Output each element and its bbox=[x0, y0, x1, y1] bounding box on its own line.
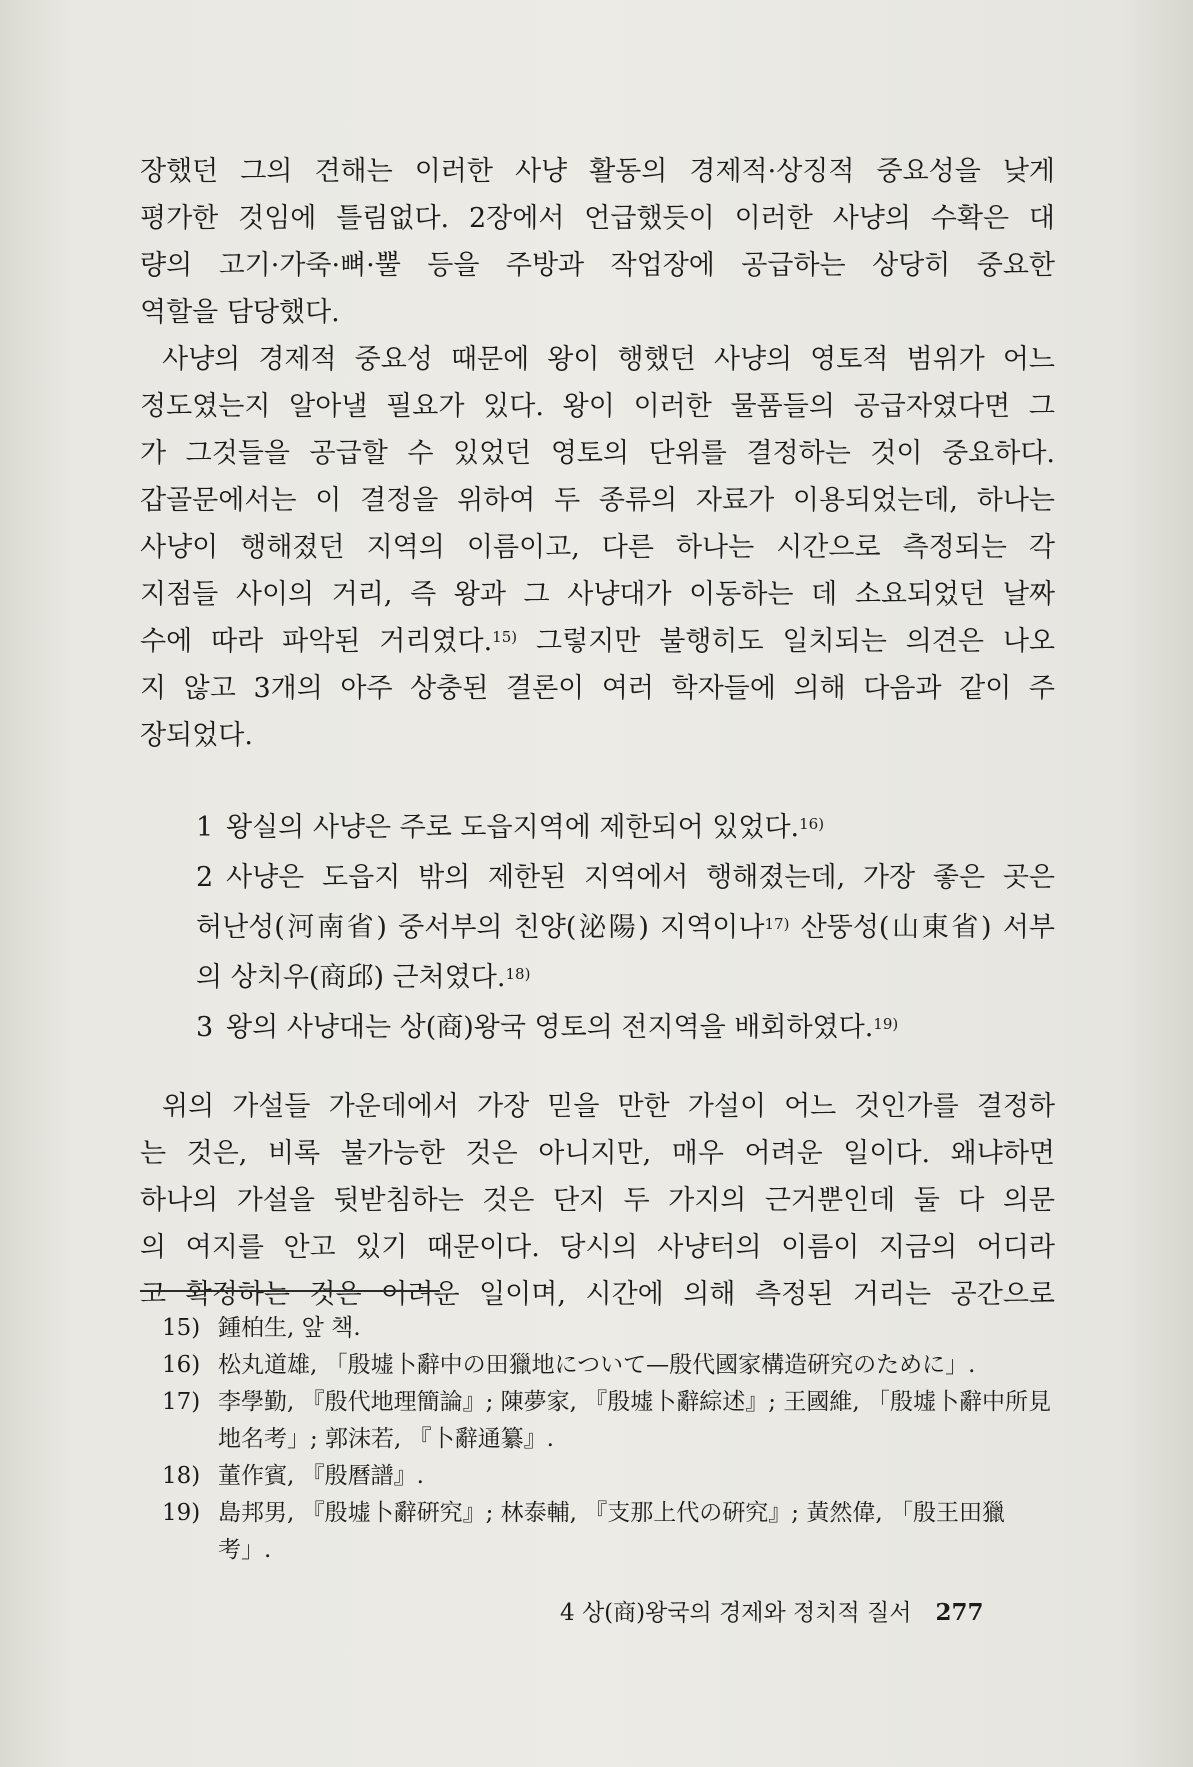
footnote-text: 董作賓, 『殷曆譜』. bbox=[218, 1463, 424, 1489]
footnotes bbox=[140, 1290, 1055, 1569]
list-line bbox=[196, 953, 1055, 1003]
footnote-17 bbox=[140, 1384, 1055, 1458]
text-line: 는 것은, 비록 불가능한 것은 아니지만, 매우 어려운 일이다. 왜냐하면 bbox=[140, 1138, 1055, 1169]
text-line: 평가한 것임에 틀림없다. 2장에서 언급했듯이 이러한 사냥의 수확은 대 bbox=[140, 203, 1055, 234]
text-line: 위의 가설들 가운데에서 가장 믿을 만한 가설이 어느 것인가를 결정하 bbox=[162, 1091, 1055, 1122]
text-line: 고 확정하는 것은 어려운 일이며, 시간에 의해 측정된 거리는 공간으로 bbox=[140, 1279, 1055, 1310]
list-line bbox=[196, 903, 1055, 953]
text-line: 지점들 사이의 거리, 즉 왕과 그 사냥대가 이동하는 데 소요되었던 날짜 bbox=[140, 579, 1055, 610]
footnote-ref-17: 17) bbox=[764, 915, 790, 933]
list-line bbox=[196, 853, 1055, 903]
list-item bbox=[196, 853, 1055, 1003]
text-line: 지 않고 3개의 아주 상충된 결론이 여러 학자들에 의해 다음과 같이 주 bbox=[140, 673, 1055, 704]
text-line: 장되었다. bbox=[140, 720, 253, 751]
hypothesis-list bbox=[140, 803, 1055, 1053]
footnote-text: 松丸道雄, 「殷墟卜辭中の田獵地について—殷代國家構造硏究のために」. bbox=[218, 1352, 976, 1378]
list-number: 1 bbox=[196, 812, 214, 843]
text-line: 하나의 가설을 뒷받침하는 것은 단지 두 가지의 근거뿐인데 둘 다 의문 bbox=[140, 1185, 1055, 1216]
footnote-number: 19) bbox=[162, 1500, 201, 1526]
text-line: 갑골문에서는 이 결정을 위하여 두 종류의 자료가 이용되었는데, 하나는 bbox=[140, 485, 1055, 516]
footnote-number: 18) bbox=[162, 1463, 201, 1489]
running-footer bbox=[560, 1594, 983, 1627]
main-text bbox=[140, 148, 1055, 1318]
footnote-16 bbox=[140, 1347, 1055, 1384]
footnote-15 bbox=[140, 1310, 1055, 1347]
list-text: 왕의 사냥대는 상(商)왕국 영토의 전지역을 배회하였다. bbox=[226, 1012, 874, 1043]
footnote-number: 16) bbox=[162, 1352, 201, 1378]
text-line: 의 여지를 안고 있기 때문이다. 당시의 사냥터의 이름이 지금의 어디라 bbox=[140, 1232, 1055, 1263]
footnote-text: 鍾柏生, 앞 책. bbox=[218, 1315, 361, 1341]
list-number: 2 bbox=[196, 862, 214, 893]
footnote-ref-18: 18) bbox=[505, 965, 531, 983]
footnote-18 bbox=[140, 1458, 1055, 1495]
footnote-19 bbox=[140, 1495, 1055, 1569]
paragraph-1 bbox=[140, 148, 1055, 336]
paragraph-3 bbox=[140, 1083, 1055, 1318]
paragraph-2 bbox=[140, 336, 1055, 759]
list-text: 산뚱성(山東省) 서부 bbox=[789, 912, 1055, 943]
text-line: 사냥이 행해졌던 지역의 이름이고, 다른 하나는 시간으로 측정되는 각 bbox=[140, 532, 1055, 563]
footnote-ref-15: 15) bbox=[492, 628, 518, 646]
list-item bbox=[196, 803, 1055, 853]
list-text: 왕실의 사냥은 주로 도읍지역에 제한되어 있었다. bbox=[226, 812, 800, 843]
text-fragment: 수에 따라 파악된 거리였다. bbox=[140, 626, 493, 657]
footnote-number: 15) bbox=[162, 1315, 201, 1341]
text-line: 가 그것들을 공급할 수 있었던 영토의 단위를 결정하는 것이 중요하다. bbox=[140, 438, 1055, 469]
chapter-title: 4 상(商)왕국의 경제와 정치적 질서 bbox=[560, 1600, 912, 1626]
text-fragment: 그렇지만 불행히도 일치되는 의견은 나오 bbox=[536, 626, 1055, 657]
list-text: 의 상치우(商邱) 근처였다. bbox=[196, 962, 506, 993]
list-text: 허난성(河南省) 중서부의 친양(泌陽) 지역이나 bbox=[196, 912, 765, 943]
list-text: 사냥은 도읍지 밖의 제한된 지역에서 행해졌는데, 가장 좋은 곳은 bbox=[226, 862, 1055, 893]
list-number: 3 bbox=[196, 1012, 214, 1043]
footnote-ref-19: 19) bbox=[873, 1015, 899, 1033]
text-line: 장했던 그의 견해는 이러한 사냥 활동의 경제적·상징적 중요성을 낮게 bbox=[140, 156, 1055, 187]
footnote-ref-16: 16) bbox=[799, 815, 825, 833]
footnote-text: 島邦男, 『殷墟卜辭硏究』; 林泰輔, 『支那上代の硏究』; 黃然偉, 「殷王田獵考」. bbox=[218, 1500, 1005, 1563]
text-line: 사냥의 경제적 중요성 때문에 왕이 행했던 사냥의 영토적 범위가 어느 bbox=[162, 344, 1055, 375]
text-line: 량의 고기·가죽·뼈·뿔 등을 주방과 작업장에 공급하는 상당히 중요한 bbox=[140, 250, 1055, 281]
footnote-divider bbox=[140, 1290, 440, 1292]
page-number: 277 bbox=[935, 1599, 984, 1626]
text-line-with-note bbox=[140, 618, 1055, 665]
list-item bbox=[196, 1003, 1055, 1053]
footnote-text: 李學勤, 『殷代地理簡論』; 陳夢家, 『殷墟卜辭綜述』; 王國維, 「殷墟卜辭中所見地名考」; 郭沫若, 『卜辭通纂』. bbox=[218, 1389, 1051, 1452]
text-line: 정도였는지 알아낼 필요가 있다. 왕이 이러한 물품들의 공급자였다면 그 bbox=[140, 391, 1055, 422]
text-line: 역할을 담당했다. bbox=[140, 297, 340, 328]
footnote-number: 17) bbox=[162, 1389, 201, 1415]
